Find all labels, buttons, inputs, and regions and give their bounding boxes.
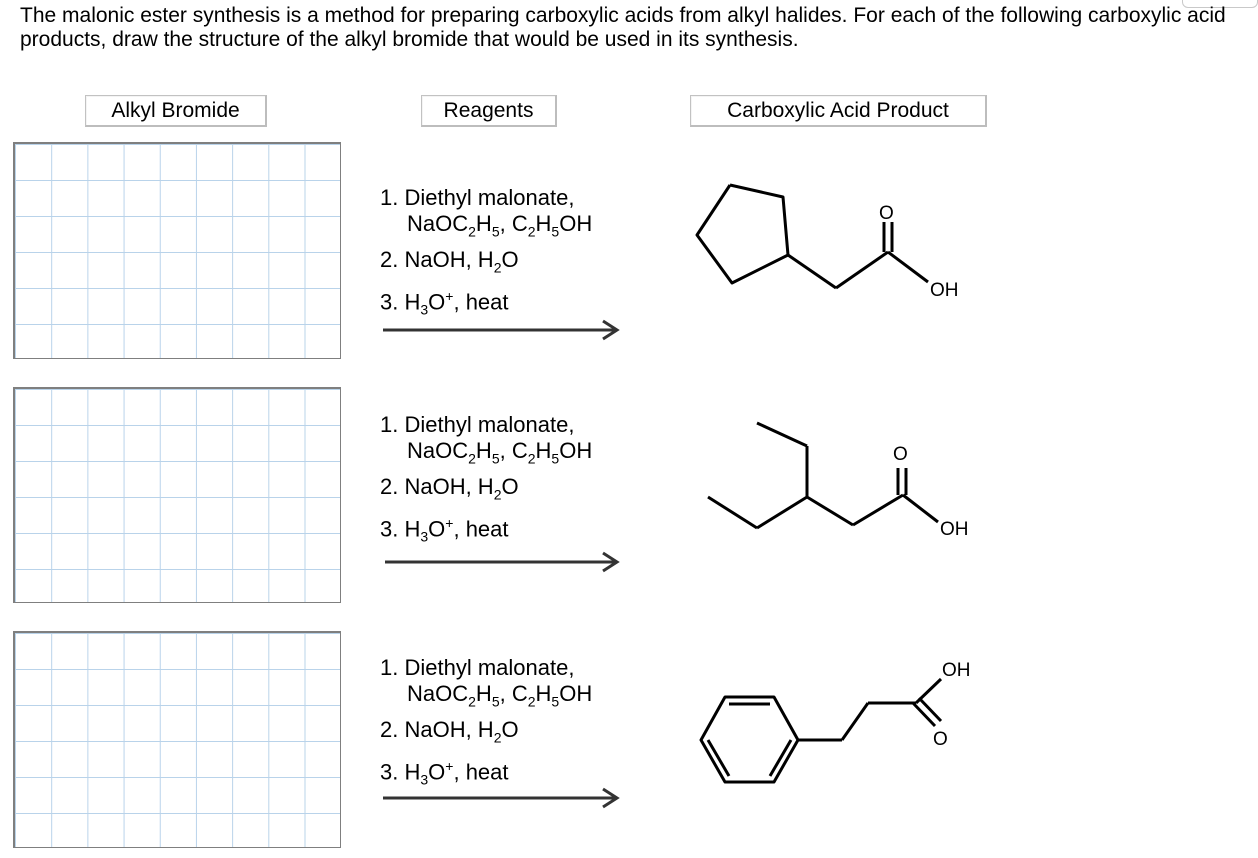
reagent-step-2: 2. NaOH, $H_2O$ xyxy=(380,474,519,503)
reagent-step-1: 1. Diethyl malonate, $NaOC_2H_5$, $C_2H_5OH$ xyxy=(380,655,593,710)
reagent-step-3: 3. $H_3O^+$, heat xyxy=(380,515,509,545)
reagents-block-2 xyxy=(380,412,670,546)
drawing-canvas-1[interactable] xyxy=(13,142,341,359)
header-alkyl-bromide: Alkyl Bromide xyxy=(85,95,267,127)
reagent-step-2: 2. NaOH, $H_2O$ xyxy=(380,717,519,746)
header-product: Carboxylic Acid Product xyxy=(690,95,987,127)
reagent-step-3: 3. $H_3O^+$, heat xyxy=(380,288,509,318)
oxygen-label: O xyxy=(893,444,908,465)
hydroxyl-label: OH xyxy=(942,660,971,681)
reaction-arrow-3 xyxy=(383,788,623,808)
3-phenylpropanoic-acid-structure xyxy=(695,652,985,792)
reaction-arrow-1 xyxy=(383,320,623,340)
reagent-step-3: 3. $H_3O^+$, heat xyxy=(380,758,509,788)
reagents-block-1 xyxy=(380,185,670,319)
oxygen-label: O xyxy=(933,729,948,750)
cyclopentylacetic-acid-structure xyxy=(690,180,980,310)
drawing-canvas-3[interactable] xyxy=(13,631,341,848)
oxygen-label: O xyxy=(879,203,894,224)
3-ethylpentanoic-acid-structure xyxy=(700,418,990,548)
reagent-step-1: 1. Diethyl malonate, $NaOC_2H_5$, $C_2H_5OH$ xyxy=(380,185,593,240)
reagents-block-3 xyxy=(380,655,670,789)
reagent-step-1: 1. Diethyl malonate, $NaOC_2H_5$, $C_2H_5OH$ xyxy=(380,412,593,467)
reaction-arrow-2 xyxy=(383,552,623,572)
drawing-canvas-2[interactable] xyxy=(13,387,341,603)
header-reagents: Reagents xyxy=(421,95,557,127)
instructions-text: The malonic ester synthesis is a method for preparing carboxylic acids from alkyl halides. For each of the following carboxylic acid products, draw the structure of the alkyl bromide that would be used in its synthesis. xyxy=(20,4,1226,51)
hydroxyl-label: OH xyxy=(940,519,969,540)
reagent-step-2: 2. NaOH, $H_2O$ xyxy=(380,247,519,276)
hydroxyl-label: OH xyxy=(930,280,959,301)
